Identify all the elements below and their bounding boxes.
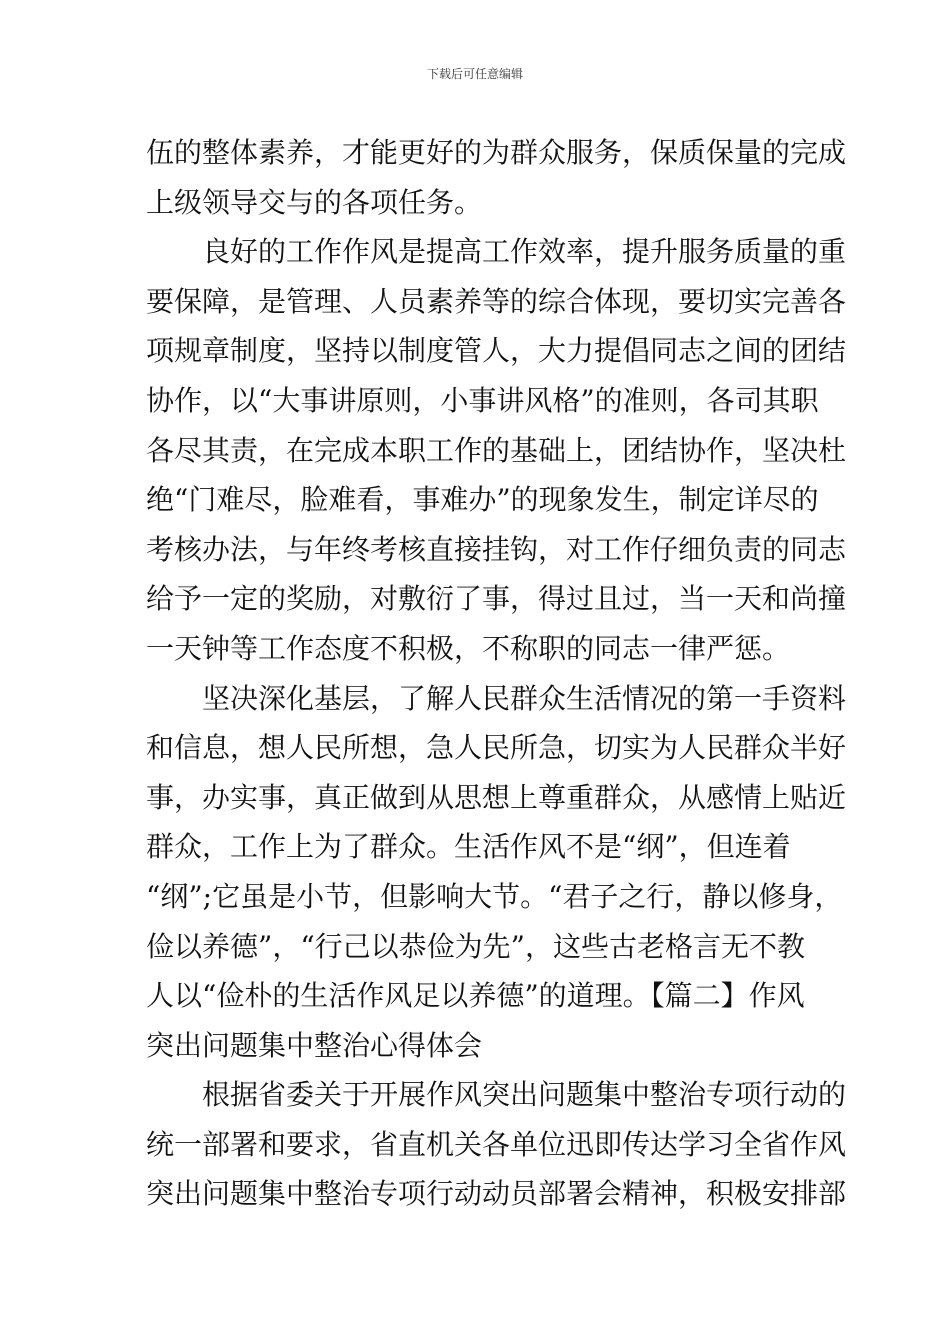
text-line: 一天钟等工作态度不积极，不称职的同志一律严惩。 <box>146 631 791 665</box>
page-header: 下载后可任意编辑 <box>426 67 523 81</box>
text-line: 突出问题集中整治心得体会 <box>146 1028 483 1062</box>
text-line: 考核办法，与年终考核直接挂钩，对工作仔细负责的同志 <box>146 532 847 566</box>
text-line: 项规章制度，坚持以制度管人，大力提倡同志之间的团结 <box>146 334 847 368</box>
document-body <box>146 128 847 1219</box>
text-line: 给予一定的奖励，对敷衍了事，得过且过，当一天和尚撞 <box>146 582 847 616</box>
text-line: 协作，以“大事讲原则，小事讲风格”的准则，各司其职 <box>146 383 819 417</box>
text-line: 根据省委关于开展作风突出问题集中整治专项行动的 <box>146 1078 847 1112</box>
text-line: 绝“门难尽，脸难看，事难办”的现象发生，制定详尽的 <box>146 483 819 517</box>
text-line: 各尽其责，在完成本职工作的基础上，团结协作，坚决杜 <box>146 433 847 467</box>
text-line: 良好的工作作风是提高工作效率，提升服务质量的重 <box>146 235 847 269</box>
text-line: “纲”;它虽是小节，但影响大节。“君子之行，静以修身， <box>146 879 843 913</box>
text-line: 统一部署和要求，省直机关各单位迅即传达学习全省作风 <box>146 1127 847 1161</box>
text-line: 坚决深化基层，了解人民群众生活情况的第一手资料 <box>146 681 847 715</box>
text-line: 伍的整体素养，才能更好的为群众服务，保质保量的完成 <box>146 136 847 169</box>
text-line: 要保障，是管理、人员素养等的综合体现，要切实完善各 <box>146 284 847 318</box>
text-line: 上级领导交与的各项任务。 <box>146 185 483 219</box>
text-line: 人以“俭朴的生活作风足以养德”的道理。【篇二】作风 <box>146 979 805 1013</box>
text-line: 俭以养德”，“行己以恭俭为先”，这些古老格言无不教 <box>146 929 805 963</box>
text-line: 突出问题集中整治专项行动动员部署会精神，积极安排部 <box>146 1177 847 1211</box>
text-line: 事，办实事，真正做到从思想上尊重群众，从感情上贴近 <box>146 780 847 814</box>
text-line: 群众，工作上为了群众。生活作风不是“纲”，但连着 <box>146 830 791 864</box>
text-line: 和信息，想人民所想，急人民所急，切实为人民群众半好 <box>146 731 847 765</box>
